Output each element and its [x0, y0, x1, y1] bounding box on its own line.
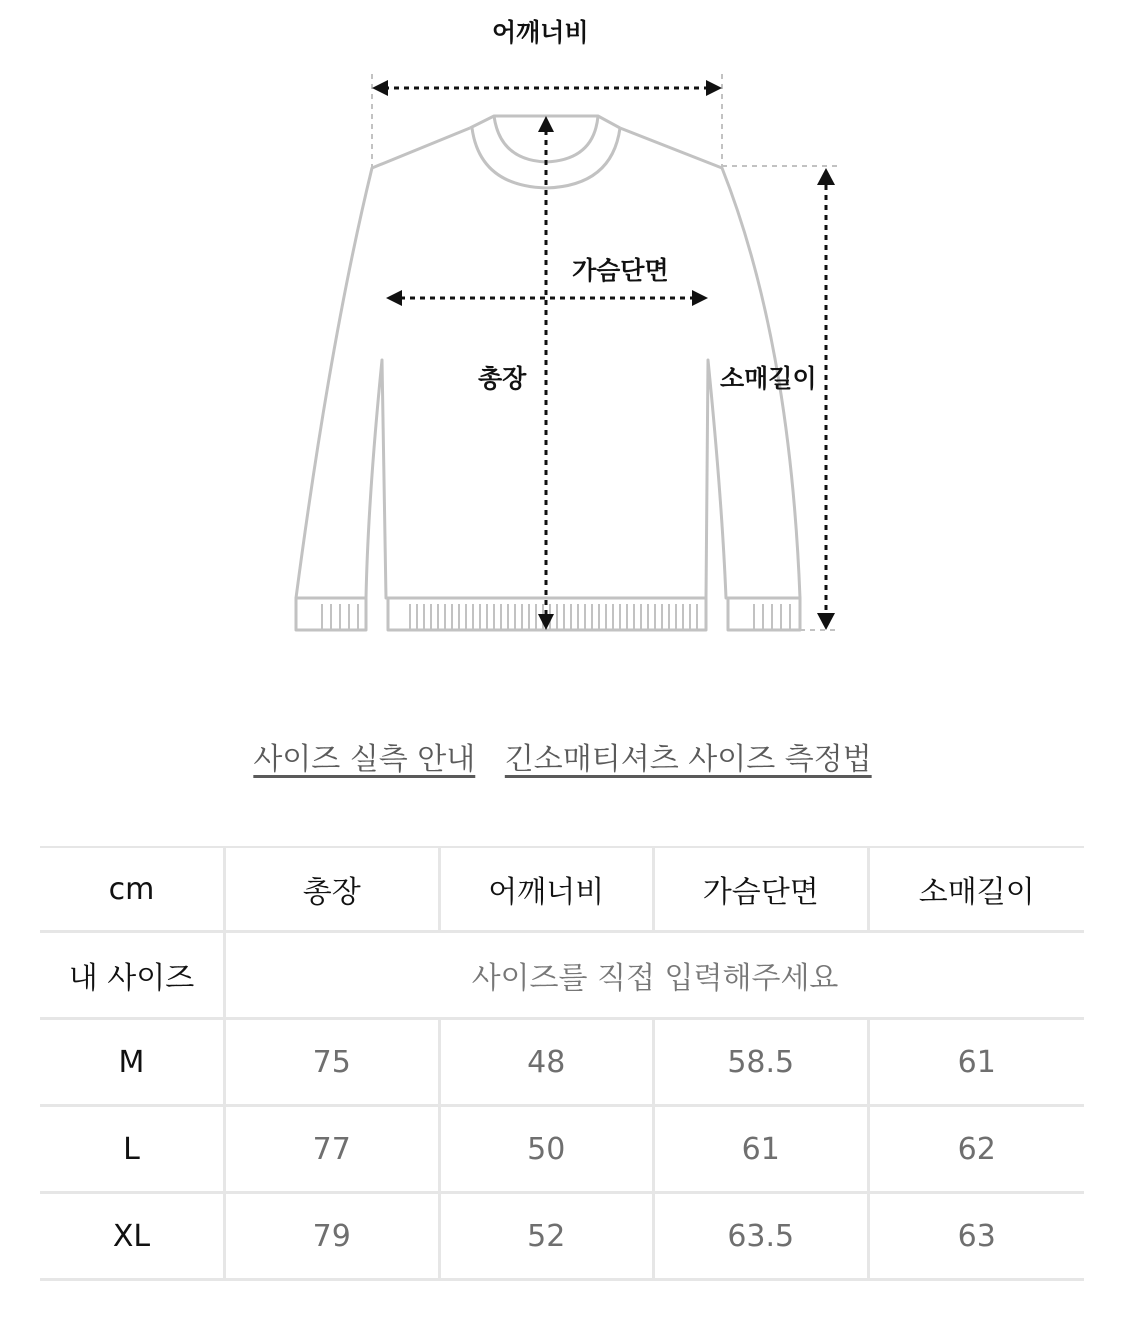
table-row: [40, 1020, 1084, 1107]
table-cell: 58.5: [655, 1020, 870, 1104]
size-label: M: [40, 1020, 226, 1104]
table-cell: 75: [226, 1020, 441, 1104]
table-cell: 63.5: [655, 1194, 870, 1278]
measure-method-link[interactable]: 긴소매티셔츠 사이즈 측정법: [504, 742, 872, 777]
arrowhead-up-icon: [817, 168, 835, 185]
table-cell: 52: [441, 1194, 656, 1278]
arrowhead-left-icon: [372, 80, 388, 96]
table-cell: 62: [957, 1131, 996, 1167]
shoulder-width-label: 어깨너비: [492, 18, 589, 47]
table-header-row: [40, 846, 1084, 933]
table-cell: 48: [441, 1020, 656, 1104]
total-length-label: 총장: [478, 364, 527, 393]
chest-width-label: 가슴단면: [572, 256, 669, 285]
sweatshirt-outline: [0, 0, 1125, 660]
size-label: XL: [40, 1194, 226, 1278]
table-cell: 77: [226, 1107, 441, 1191]
my-size-label: 내 사이즈: [40, 933, 226, 1017]
size-guide-link[interactable]: 사이즈 실측 안내: [253, 742, 476, 777]
my-size-input[interactable]: 사이즈를 직접 입력해주세요: [471, 961, 839, 996]
column-header-shoulder: 어깨너비: [441, 848, 656, 930]
table-cell: 50: [441, 1107, 656, 1191]
column-header-sleeve: 소매길이: [918, 875, 1035, 910]
table-cell: 61: [655, 1107, 870, 1191]
arrowhead-right-icon: [692, 290, 708, 306]
arrowhead-up-icon: [538, 116, 554, 132]
column-header-total-length: 총장: [226, 848, 441, 930]
table-row: [40, 1107, 1084, 1194]
arrowhead-right-icon: [706, 80, 722, 96]
size-label: L: [40, 1107, 226, 1191]
unit-header: cm: [40, 848, 226, 930]
sweatshirt-measurement-diagram: [0, 0, 1125, 660]
table-cell: 63: [957, 1218, 996, 1254]
rib-lines: [322, 604, 790, 630]
table-cell: 61: [957, 1044, 996, 1080]
arrowhead-left-icon: [386, 290, 402, 306]
size-guide-links: [0, 738, 1125, 782]
table-row: [40, 1194, 1084, 1281]
column-header-chest: 가슴단면: [655, 848, 870, 930]
sleeve-length-label: 소매길이: [720, 364, 817, 393]
arrowhead-down-icon: [538, 614, 554, 630]
table-cell: 79: [226, 1194, 441, 1278]
my-size-row: [40, 933, 1084, 1020]
size-table: [40, 846, 1084, 1281]
arrowhead-down-icon: [817, 613, 835, 630]
